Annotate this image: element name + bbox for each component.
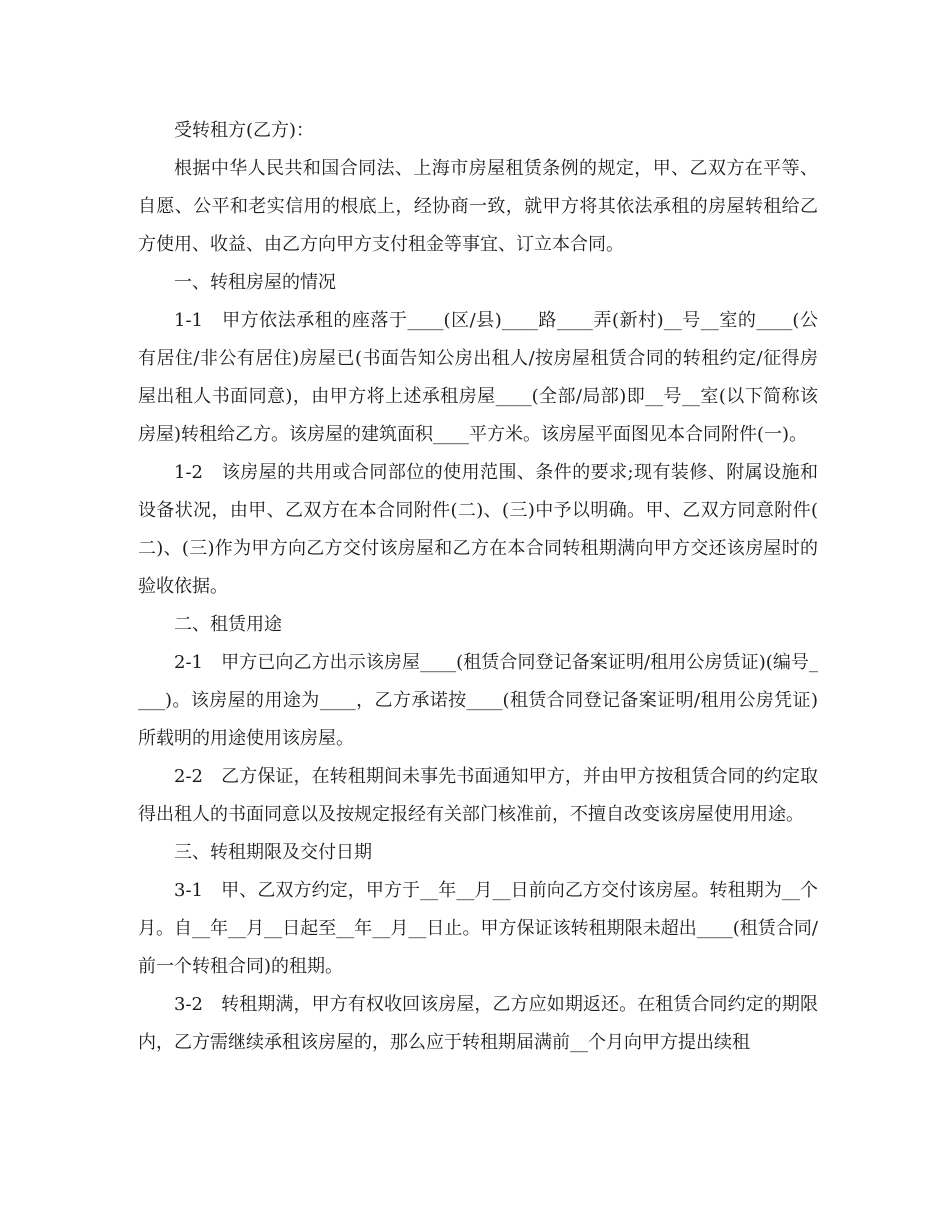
section-heading-3: 三、转租期限及交付日期 (174, 842, 372, 863)
section-heading-2: 二、租赁用途 (174, 614, 282, 635)
clause-1-1: 1-1 甲方依法承租的座落于____(区/县)____路____弄(新村)__号__室的____(公有居住/非公有居住)房屋已(书面告知公房出租人/按房屋租赁合同的转租约定/征得房屋出租人书面同意)，由甲方将上述承租房屋____(全部/局部)即__号__室(以下简称该房屋)转租给乙方。该房屋的建筑面积____平方米。该房屋平面图见本合同附件(一)。 (138, 310, 818, 445)
clause-3-2: 3-2 转租期满，甲方有权收回该房屋，乙方应如期返还。在租赁合同约定的期限内，乙方需继续承租该房屋的，那么应于转租期届满前__个月向甲方提出续租 (138, 994, 818, 1053)
preamble-paragraph: 根据中华人民共和国合同法、上海市房屋租赁条例的规定，甲、乙双方在平等、自愿、公平和老实信用的根底上，经协商一致，就甲方将其依法承租的房屋转租给乙方使用、收益、由乙方向甲方支付租金等事宜、订立本合同。 (138, 158, 818, 255)
clause-1-2: 1-2 该房屋的共用或合同部位的使用范围、条件的要求;现有装修、附属设施和设备状况，由甲、乙双方在本合同附件(二)、(三)中予以明确。甲、乙双方同意附件(二)、(三)作为甲方向乙方交付该房屋和乙方在本合同转租期满向甲方交还该房屋时的验收依据。 (138, 462, 818, 597)
clause-2-2: 2-2 乙方保证，在转租期间未事先书面通知甲方，并由甲方按租赁合同的约定取得出租人的书面同意以及按规定报经有关部门核准前，不擅自改变该房屋使用用途。 (138, 766, 818, 825)
section-heading-1: 一、转租房屋的情况 (174, 272, 336, 293)
clause-3-1: 3-1 甲、乙双方约定，甲方于__年__月__日前向乙方交付该房屋。转租期为__个月。自__年__月__日起至__年__月__日止。甲方保证该转租期限未超出____(租赁合同/前一个转租合同)的租期。 (138, 880, 818, 977)
party-b-label: 受转租方(乙方)： (174, 120, 315, 141)
document-body (138, 112, 818, 1062)
clause-2-1: 2-1 甲方已向乙方出示该房屋____(租赁合同登记备案证明/租用公房赁证)(编号____)。该房屋的用途为____，乙方承诺按____(租赁合同登记备案证明/租用公房凭证)所载明的用途使用该房屋。 (138, 652, 818, 749)
